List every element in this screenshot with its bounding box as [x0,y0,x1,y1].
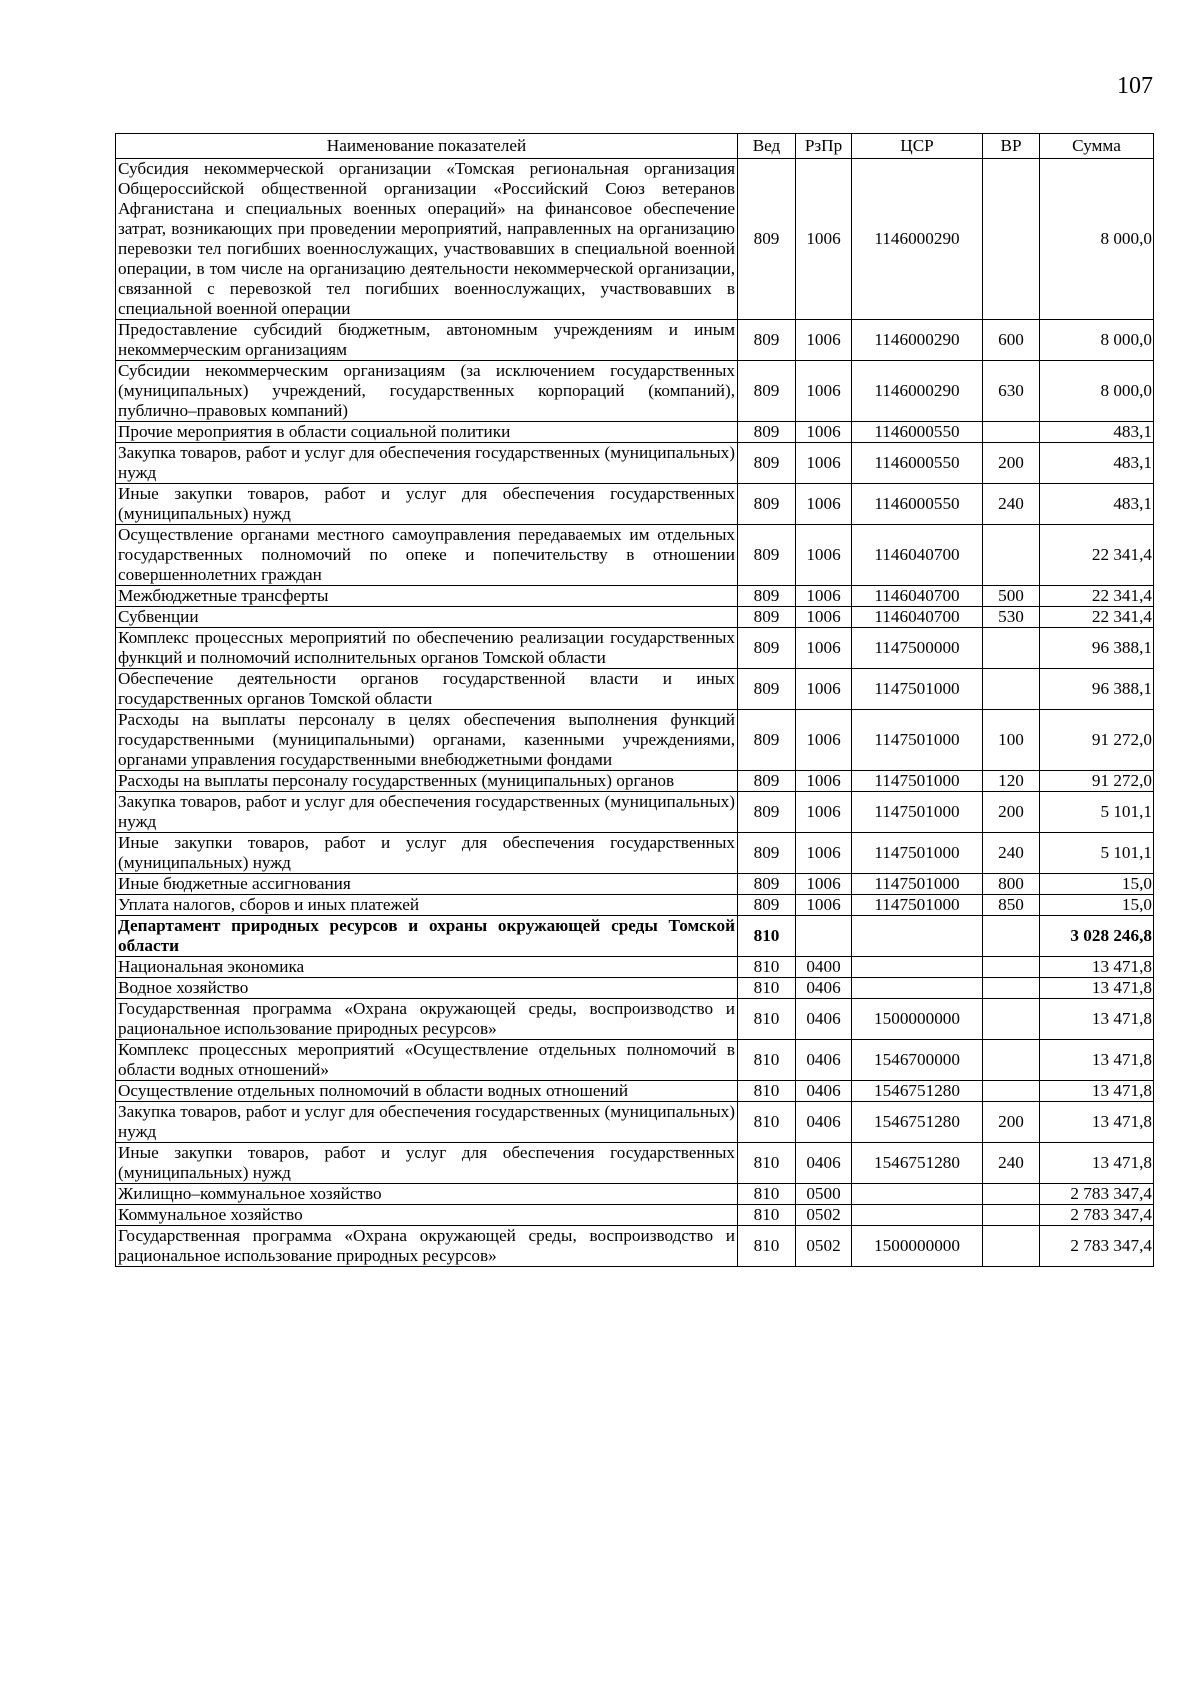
cell-ved: 810 [738,1184,796,1205]
cell-vr [983,1184,1040,1205]
cell-rzpr: 1006 [796,874,852,895]
cell-name: Осуществление отдельных полномочий в области водных отношений [116,1081,738,1102]
cell-rzpr: 1006 [796,771,852,792]
cell-name: Иные закупки товаров, работ и услуг для обеспечения государственных (муниципальных) нужд [116,484,738,525]
header-ved: Вед [738,134,796,159]
cell-name: Государственная программа «Охрана окружающей среды, воспроизводство и рациональное использование природных ресурсов» [116,999,738,1040]
cell-sum: 3 028 246,8 [1040,916,1154,957]
table-row [116,1143,1154,1184]
cell-vr: 630 [983,361,1040,422]
cell-rzpr: 1006 [796,484,852,525]
table-row [116,1040,1154,1081]
table-row [116,916,1154,957]
cell-ved: 809 [738,607,796,628]
table-row [116,999,1154,1040]
cell-csr: 1500000000 [852,1226,983,1267]
cell-ved: 809 [738,443,796,484]
cell-vr: 500 [983,586,1040,607]
cell-sum: 483,1 [1040,443,1154,484]
cell-ved: 810 [738,1205,796,1226]
cell-csr [852,978,983,999]
cell-rzpr: 1006 [796,669,852,710]
cell-rzpr: 0406 [796,1081,852,1102]
cell-ved: 810 [738,1143,796,1184]
table-row [116,628,1154,669]
cell-name: Закупка товаров, работ и услуг для обеспечения государственных (муниципальных) нужд [116,792,738,833]
cell-vr: 200 [983,1102,1040,1143]
cell-rzpr: 0500 [796,1184,852,1205]
cell-name: Межбюджетные трансферты [116,586,738,607]
table-row [116,422,1154,443]
cell-vr [983,978,1040,999]
cell-vr: 200 [983,792,1040,833]
cell-sum: 8 000,0 [1040,159,1154,320]
cell-ved: 810 [738,1226,796,1267]
cell-sum: 13 471,8 [1040,978,1154,999]
cell-csr: 1147501000 [852,669,983,710]
table-row [116,607,1154,628]
cell-vr [983,1226,1040,1267]
table-row [116,978,1154,999]
header-csr: ЦСР [852,134,983,159]
cell-csr: 1146000550 [852,443,983,484]
cell-csr: 1146000290 [852,361,983,422]
cell-vr [983,957,1040,978]
table-body [116,159,1154,1267]
cell-ved: 810 [738,978,796,999]
cell-rzpr: 1006 [796,443,852,484]
cell-ved: 810 [738,916,796,957]
table-header-row [116,134,1154,159]
cell-vr [983,1205,1040,1226]
budget-table [115,133,1154,1267]
cell-rzpr: 1006 [796,525,852,586]
cell-name: Обеспечение деятельности органов государственной власти и иных государственных органов Томской области [116,669,738,710]
cell-rzpr [796,916,852,957]
cell-sum: 13 471,8 [1040,1081,1154,1102]
cell-vr: 120 [983,771,1040,792]
cell-name: Жилищно–коммунальное хозяйство [116,1184,738,1205]
cell-ved: 809 [738,422,796,443]
cell-sum: 13 471,8 [1040,1040,1154,1081]
cell-ved: 809 [738,525,796,586]
cell-vr: 530 [983,607,1040,628]
table-row [116,1184,1154,1205]
cell-ved: 809 [738,874,796,895]
cell-rzpr: 1006 [796,895,852,916]
cell-rzpr: 0406 [796,978,852,999]
cell-sum: 5 101,1 [1040,833,1154,874]
header-sum: Сумма [1040,134,1154,159]
cell-rzpr: 1006 [796,361,852,422]
cell-ved: 810 [738,999,796,1040]
cell-name: Комплекс процессных мероприятий «Осуществление отдельных полномочий в области водных отношений» [116,1040,738,1081]
cell-csr [852,1205,983,1226]
cell-sum: 13 471,8 [1040,1143,1154,1184]
cell-ved: 809 [738,792,796,833]
cell-vr: 200 [983,443,1040,484]
cell-csr: 1146040700 [852,607,983,628]
cell-sum: 483,1 [1040,484,1154,525]
table-row [116,361,1154,422]
cell-name: Субвенции [116,607,738,628]
cell-sum: 22 341,4 [1040,525,1154,586]
cell-name: Расходы на выплаты персоналу в целях обеспечения выполнения функций государственными (муниципальными) органами, казенными учреждениями, органами управления государственными внебюджетными фондами [116,710,738,771]
cell-sum: 483,1 [1040,422,1154,443]
cell-csr [852,957,983,978]
cell-name: Закупка товаров, работ и услуг для обеспечения государственных (муниципальных) нужд [116,1102,738,1143]
cell-csr: 1146040700 [852,525,983,586]
cell-csr: 1147501000 [852,833,983,874]
cell-sum: 22 341,4 [1040,586,1154,607]
cell-name: Иные бюджетные ассигнования [116,874,738,895]
cell-name: Комплекс процессных мероприятий по обеспечению реализации государственных функций и полномочий исполнительных органов Томской области [116,628,738,669]
cell-ved: 809 [738,771,796,792]
cell-rzpr: 0406 [796,1102,852,1143]
cell-csr: 1147501000 [852,710,983,771]
cell-csr [852,916,983,957]
cell-name: Субсидия некоммерческой организации «Томская региональная организация Общероссийской общественной организации «Российский Союз ветеранов Афганистана и специальных военных операций» на финансовое обеспечение затрат, возникающих при проведении мероприятий, направленных на организацию перевозки тел погибших военнослужащих, участвовавших в специальной военной операции, в том числе на организацию деятельности некоммерческой организации, связанной с перевозкой тел погибших военнослужащих, участвовавших в специальной военной операции [116,159,738,320]
cell-ved: 809 [738,484,796,525]
cell-sum: 22 341,4 [1040,607,1154,628]
cell-name: Предоставление субсидий бюджетным, автономным учреждениям и иным некоммерческим организациям [116,320,738,361]
table-row [116,1081,1154,1102]
cell-vr: 850 [983,895,1040,916]
cell-vr [983,1040,1040,1081]
table-row [116,833,1154,874]
cell-rzpr: 1006 [796,159,852,320]
cell-vr [983,525,1040,586]
header-rzpr: РзПр [796,134,852,159]
cell-ved: 809 [738,159,796,320]
cell-rzpr: 1006 [796,422,852,443]
cell-name: Государственная программа «Охрана окружающей среды, воспроизводство и рациональное использование природных ресурсов» [116,1226,738,1267]
cell-ved: 809 [738,710,796,771]
cell-ved: 809 [738,669,796,710]
cell-ved: 810 [738,1102,796,1143]
cell-ved: 810 [738,1081,796,1102]
cell-csr: 1147501000 [852,874,983,895]
cell-vr: 100 [983,710,1040,771]
cell-name: Осуществление органами местного самоуправления передаваемых им отдельных государственных полномочий по опеке и попечительству в отношении совершеннолетних граждан [116,525,738,586]
cell-sum: 96 388,1 [1040,628,1154,669]
cell-sum: 13 471,8 [1040,1102,1154,1143]
table-row [116,771,1154,792]
cell-rzpr: 1006 [796,792,852,833]
cell-rzpr: 0400 [796,957,852,978]
table-row [116,874,1154,895]
cell-csr: 1500000000 [852,999,983,1040]
cell-sum: 15,0 [1040,874,1154,895]
cell-ved: 809 [738,833,796,874]
cell-name: Уплата налогов, сборов и иных платежей [116,895,738,916]
table-row [116,443,1154,484]
cell-vr: 600 [983,320,1040,361]
cell-rzpr: 0502 [796,1205,852,1226]
table-row [116,710,1154,771]
cell-vr [983,669,1040,710]
cell-vr [983,628,1040,669]
cell-vr: 240 [983,833,1040,874]
page-number: 107 [1117,73,1153,99]
cell-ved: 809 [738,586,796,607]
cell-name: Субсидии некоммерческим организациям (за исключением государственных (муниципальных) учреждений, государственных корпораций (компаний), публично–правовых компаний) [116,361,738,422]
cell-csr [852,1184,983,1205]
cell-csr: 1147501000 [852,771,983,792]
cell-sum: 15,0 [1040,895,1154,916]
cell-sum: 2 783 347,4 [1040,1205,1154,1226]
cell-sum: 13 471,8 [1040,999,1154,1040]
table-row [116,525,1154,586]
table-row [116,320,1154,361]
table-row [116,1226,1154,1267]
table-row [116,957,1154,978]
table-row [116,895,1154,916]
cell-ved: 810 [738,1040,796,1081]
cell-vr [983,1081,1040,1102]
cell-csr: 1546751280 [852,1102,983,1143]
cell-rzpr: 0406 [796,999,852,1040]
cell-sum: 96 388,1 [1040,669,1154,710]
cell-rzpr: 1006 [796,320,852,361]
table-row [116,1205,1154,1226]
cell-vr [983,999,1040,1040]
cell-name: Закупка товаров, работ и услуг для обеспечения государственных (муниципальных) нужд [116,443,738,484]
cell-sum: 5 101,1 [1040,792,1154,833]
cell-vr [983,422,1040,443]
cell-csr: 1147501000 [852,895,983,916]
cell-vr: 800 [983,874,1040,895]
cell-sum: 2 783 347,4 [1040,1184,1154,1205]
cell-rzpr: 1006 [796,833,852,874]
cell-rzpr: 0406 [796,1040,852,1081]
cell-rzpr: 1006 [796,628,852,669]
cell-csr: 1546751280 [852,1081,983,1102]
cell-name: Иные закупки товаров, работ и услуг для обеспечения государственных (муниципальных) нужд [116,833,738,874]
cell-csr: 1146000290 [852,159,983,320]
cell-ved: 809 [738,361,796,422]
cell-csr: 1146000290 [852,320,983,361]
cell-vr: 240 [983,484,1040,525]
cell-csr: 1147500000 [852,628,983,669]
cell-sum: 91 272,0 [1040,710,1154,771]
header-vr: ВР [983,134,1040,159]
cell-sum: 91 272,0 [1040,771,1154,792]
cell-csr: 1546700000 [852,1040,983,1081]
cell-rzpr: 1006 [796,586,852,607]
cell-sum: 13 471,8 [1040,957,1154,978]
cell-sum: 8 000,0 [1040,361,1154,422]
cell-ved: 810 [738,957,796,978]
cell-ved: 809 [738,895,796,916]
cell-vr [983,159,1040,320]
cell-sum: 2 783 347,4 [1040,1226,1154,1267]
cell-rzpr: 1006 [796,607,852,628]
cell-name: Департамент природных ресурсов и охраны окружающей среды Томской области [116,916,738,957]
cell-rzpr: 1006 [796,710,852,771]
header-name: Наименование показателей [116,134,738,159]
cell-vr [983,916,1040,957]
cell-name: Коммунальное хозяйство [116,1205,738,1226]
cell-csr: 1146000550 [852,484,983,525]
cell-csr: 1546751280 [852,1143,983,1184]
cell-rzpr: 0406 [796,1143,852,1184]
cell-csr: 1147501000 [852,792,983,833]
cell-csr: 1146000550 [852,422,983,443]
table-row [116,1102,1154,1143]
cell-name: Прочие мероприятия в области социальной политики [116,422,738,443]
cell-csr: 1146040700 [852,586,983,607]
table-row [116,586,1154,607]
cell-ved: 809 [738,320,796,361]
cell-name: Водное хозяйство [116,978,738,999]
table-row [116,159,1154,320]
table-row [116,669,1154,710]
table-row [116,484,1154,525]
cell-name: Иные закупки товаров, работ и услуг для обеспечения государственных (муниципальных) нужд [116,1143,738,1184]
cell-ved: 809 [738,628,796,669]
cell-rzpr: 0502 [796,1226,852,1267]
cell-name: Расходы на выплаты персоналу государственных (муниципальных) органов [116,771,738,792]
table-row [116,792,1154,833]
cell-name: Национальная экономика [116,957,738,978]
cell-sum: 8 000,0 [1040,320,1154,361]
cell-vr: 240 [983,1143,1040,1184]
